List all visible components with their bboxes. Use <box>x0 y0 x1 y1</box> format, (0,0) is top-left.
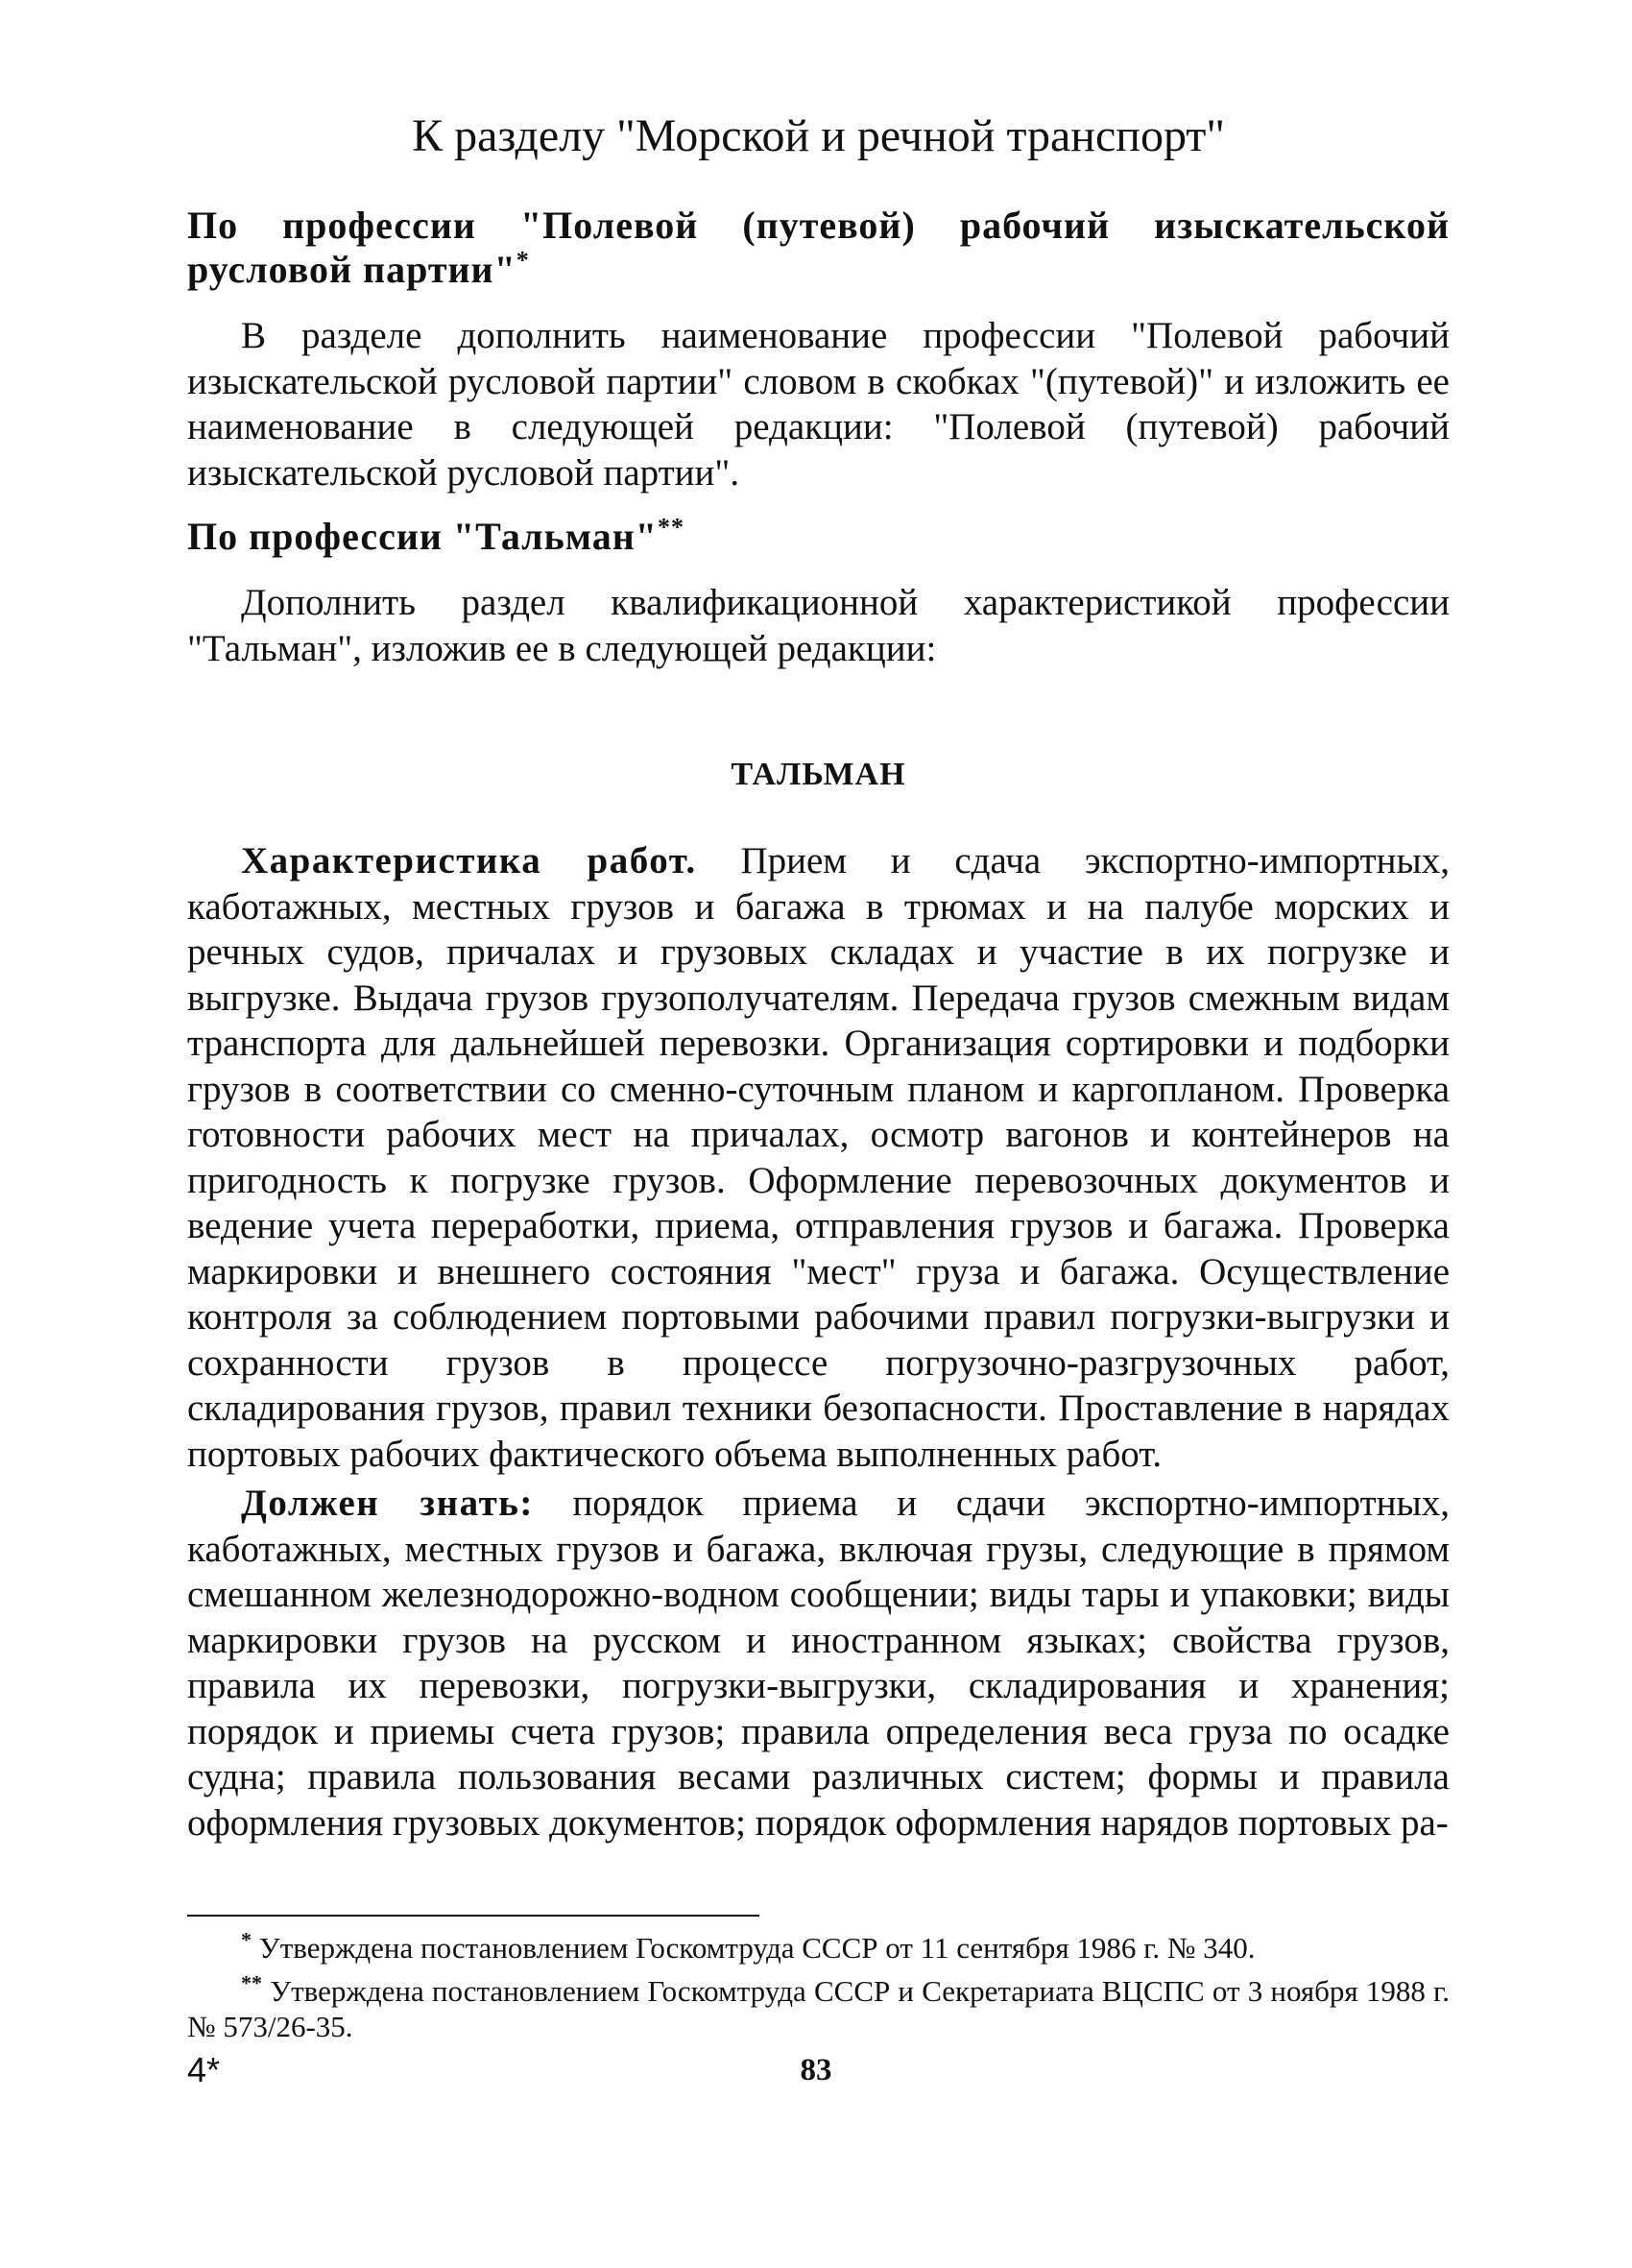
must-know-text: порядок приема и сдачи экспортно-импортных, каботажных, местных грузов и багажа, включая грузы, следующие в прямом смешанном железнодорожно-водном сообщении; виды тары и упаковки; виды маркировки грузов на русском и иностранном языках; свойства грузов, правила их перевозки, погрузки-выгрузки, складирования и хранения; порядок и приемы счета грузов; правила определения веса груза по осадке судна; правила пользования весами различных систем; формы и правила оформления грузовых документов; порядок оформления нарядов портовых ра- <box>187 1483 1451 1844</box>
footnote-mark: * <box>241 1927 252 1952</box>
characteristics-label: Характеристика работ. <box>241 840 697 881</box>
footnote-text: Утверждена постановлением Госкомтруда СССР от 11 сентября 1986 г. № 340. <box>258 1931 1256 1965</box>
footnote-2 <box>187 1970 1451 2044</box>
profession-heading-tallyman <box>187 515 1450 559</box>
section-title: К разделу "Морской и речной транспорт" <box>412 110 1225 161</box>
footnote-divider <box>187 1915 759 1917</box>
profession-heading-text: По профессии "Полевой (путевой) рабочий изыскательской русловой партии" <box>187 204 1450 291</box>
signature-mark: 4* <box>187 2050 221 2089</box>
job-title: ТАЛЬМАН <box>731 757 906 792</box>
page-body <box>187 106 1450 1846</box>
profession-heading-text: По профессии "Тальман" <box>187 515 658 558</box>
footnote-mark: ** <box>241 1970 262 1995</box>
characteristics-text: Прием и сдача экспортно-импортных, каботажных, местных грузов и багажа в трюмах и на палубе морских и речных судов, причалах и грузовых складах и участие в их погрузке и выгрузке. Выдача грузов грузополучателям. Передача грузов смежным видам транспорта для дальнейшей перевозки. Организация сортировки и подборки грузов в соответствии со сменно-суточным планом и каргопланом. Проверка готовности рабочих мест на причалах, осмотр вагонов и контейнеров на пригодность к погрузке грузов. Оформление перевозочных документов и ведение учета переработки, приема, отправления грузов и багажа. Проверка маркировки и внешнего состояния "мест" груза и багажа. Осуществление контроля за соблюдением портовыми рабочими правил погрузки-выгрузки и сохранности грузов в процессе погрузочно-разгрузочных работ, складирования грузов, правил техники безопасности. Проставление в нарядах портовых рабочих фактического объема выполненных работ. <box>187 840 1450 1475</box>
characteristics-paragraph <box>187 838 1450 1477</box>
footnote-mark: ** <box>658 513 684 542</box>
footnotes <box>187 1927 1451 2052</box>
footnote-text: Утверждена постановлением Госкомтруда СССР и Секретариата ВЦСПС от 3 ноября 1988 г. № 573/26-35. <box>187 1974 1451 2043</box>
must-know-label: Должен знать: <box>241 1483 534 1524</box>
must-know-paragraph <box>187 1481 1450 1846</box>
footnote-1 <box>187 1927 1450 1966</box>
footnote-mark: * <box>516 246 530 275</box>
profession-text-tallyman: Дополнить раздел квалификационной характеристикой профессии "Тальман", изложив ее в следующей редакции: <box>187 582 1450 669</box>
page-number: 83 <box>800 2053 832 2087</box>
profession-heading-field-worker <box>187 204 1450 292</box>
profession-text-field-worker: В разделе дополнить наименование профессии "Полевой рабочий изыскательской русловой партии" словом в скобках "(путевой)" и изложить ее наименование в следующей редакции: "Полевой (путевой) рабочий изыскательской русловой партии". <box>187 315 1450 494</box>
